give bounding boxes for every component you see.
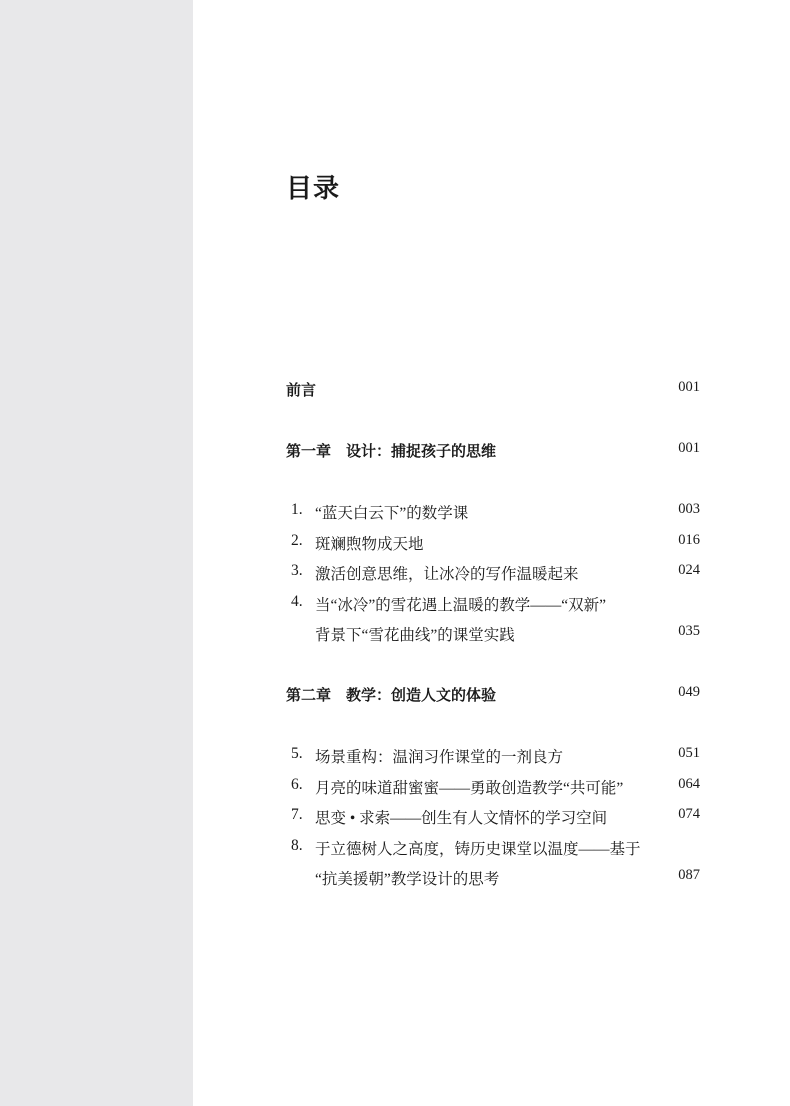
toc-entry-title: 月亮的味道甜蜜蜜——勇敢创造教学“共可能” xyxy=(315,780,624,797)
toc-entry-3[interactable] xyxy=(286,562,700,586)
toc-entry-title: 思变 • 求索——创生有人文情怀的学习空间 xyxy=(315,810,608,827)
toc-entry-title: 当“冰冷”的雪花遇上温暖的教学——“双新” xyxy=(315,597,607,614)
toc-entry-number: 5. xyxy=(291,745,303,762)
toc-page-number: 087 xyxy=(678,867,700,883)
toc-page-number: 051 xyxy=(678,745,700,761)
toc-entry-2[interactable] xyxy=(286,532,700,556)
toc-entry-6[interactable] xyxy=(286,776,700,800)
toc-page-number: 024 xyxy=(678,562,700,578)
toc-entry-title: 场景重构：温润习作课堂的一剂良方 xyxy=(315,749,564,766)
toc-entry-title-continued: “抗美援朝”教学设计的思考 xyxy=(315,871,500,888)
toc-page-number: 003 xyxy=(678,501,700,517)
toc-page-number: 016 xyxy=(678,532,700,548)
toc-entry-title: 激活创意思维，让冰冷的写作温暖起来 xyxy=(315,566,579,583)
toc-chapter-title: 第一章 设计：捕捉孩子的思维 xyxy=(286,443,497,460)
toc-entry-4-continued[interactable] xyxy=(286,623,700,647)
toc-entry-5[interactable] xyxy=(286,745,700,769)
toc-page-number: 035 xyxy=(678,623,700,639)
toc-entry-title: 斑斓煦物成天地 xyxy=(315,536,424,553)
toc-entry-1[interactable] xyxy=(286,501,700,525)
toc-entry-8[interactable] xyxy=(286,837,700,861)
toc-entry-number: 7. xyxy=(291,806,303,823)
toc-entry-7[interactable] xyxy=(286,806,700,830)
toc-entry-title: 前言 xyxy=(286,382,317,399)
toc-chapter-1[interactable] xyxy=(286,440,700,464)
toc-chapter-title: 第二章 教学：创造人文的体验 xyxy=(286,687,497,704)
toc-page-number: 001 xyxy=(678,379,700,395)
toc-page-number: 064 xyxy=(678,776,700,792)
toc-page-number: 001 xyxy=(678,440,700,456)
toc-entry-number: 6. xyxy=(291,776,303,793)
toc-entry-8-continued[interactable] xyxy=(286,867,700,891)
toc-page-number: 049 xyxy=(678,684,700,700)
toc-chapter-2[interactable] xyxy=(286,684,700,708)
left-margin-band xyxy=(0,0,193,1106)
toc-entry-4[interactable] xyxy=(286,593,700,617)
toc-preface[interactable] xyxy=(286,379,700,403)
toc-entry-number: 4. xyxy=(291,593,303,610)
toc-entry-title-continued: 背景下“雪花曲线”的课堂实践 xyxy=(315,627,515,644)
toc-entry-number: 3. xyxy=(291,562,303,579)
toc-entry-title: 于立德树人之高度，铸历史课堂以温度——基于 xyxy=(315,841,641,858)
toc-entry-number: 1. xyxy=(291,501,303,518)
toc-entry-number: 2. xyxy=(291,532,303,549)
toc-entry-number: 8. xyxy=(291,837,303,854)
toc-page-number: 074 xyxy=(678,806,700,822)
page-title: 目录 xyxy=(286,173,341,203)
toc-entry-title: “蓝天白云下”的数学课 xyxy=(315,505,469,522)
